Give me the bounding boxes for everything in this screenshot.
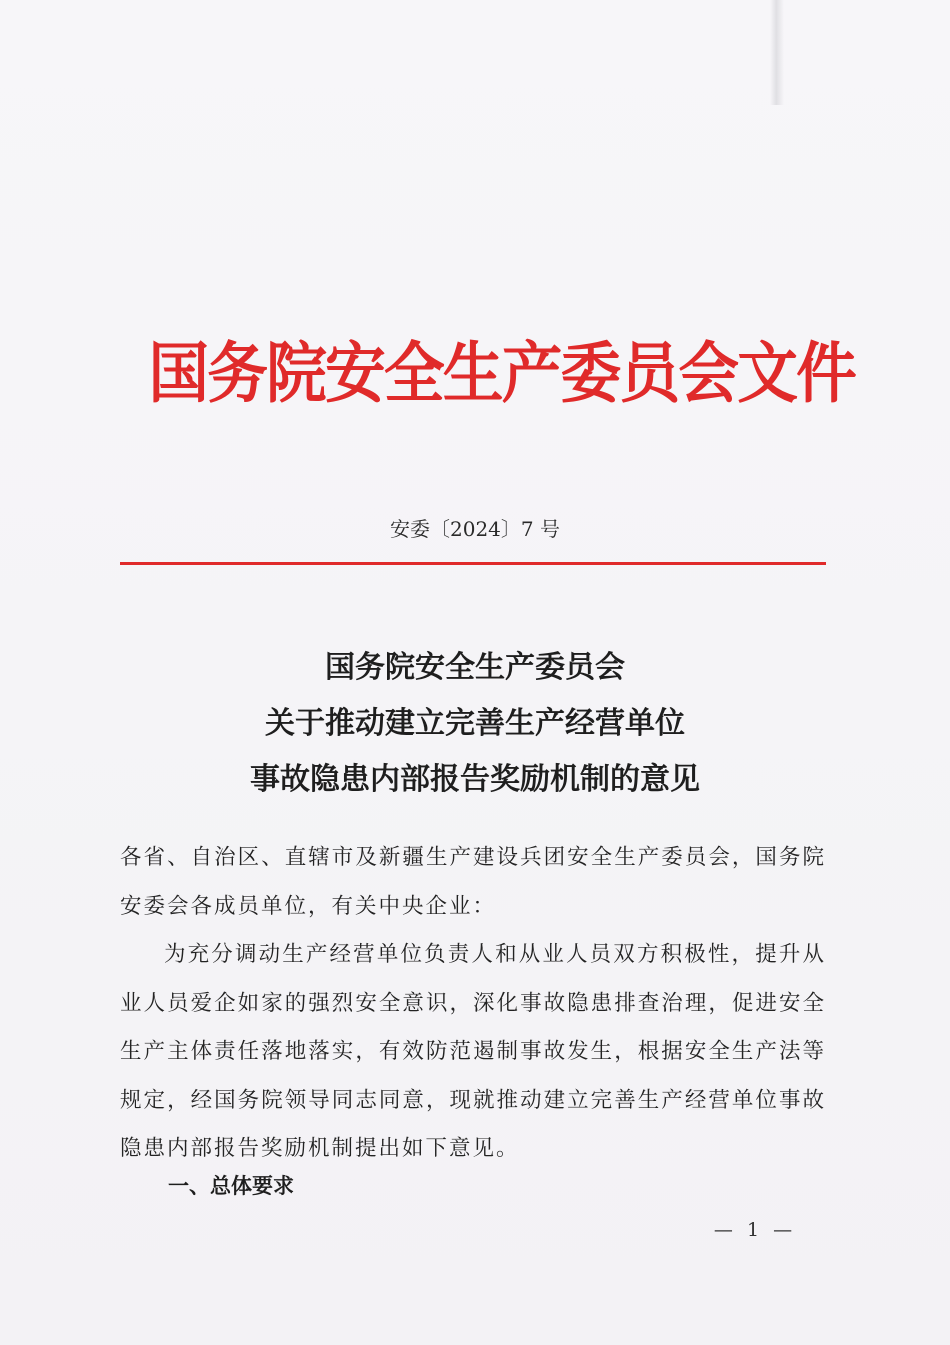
paper-fold-shadow xyxy=(770,0,784,105)
body-paragraph: 为充分调动生产经营单位负责人和从业人员双方积极性，提升从业人员爱企如家的强烈安全意识，深化事故隐患排查治理，促进安全生产主体责任落地落实，有效防范遏制事故发生，根据安全生产法等规定，经国务院领导同志同意，现就推动建立完善生产经营单位事故隐患内部报告奖励机制提出如下意见。 xyxy=(120,942,826,1161)
document-number: 安委〔2024〕7 号 xyxy=(390,517,560,541)
document-title-line: 事故隐患内部报告奖励机制的意见 xyxy=(250,762,700,797)
page-number: — 1 — xyxy=(713,1219,797,1241)
red-divider-line xyxy=(120,562,826,565)
section-heading: 一、总体要求 xyxy=(168,1174,294,1198)
salutation: 各省、自治区、直辖市及新疆生产建设兵团安全生产委员会，国务院安委会各成员单位，有关中央企业： xyxy=(120,845,826,919)
document-title-line: 国务院安全生产委员会 xyxy=(325,650,625,685)
document-title-line: 关于推动建立完善生产经营单位 xyxy=(265,706,685,741)
document-title xyxy=(120,640,830,808)
issuing-authority-header: 国务院安全生产委员会文件 xyxy=(148,334,855,412)
document-body xyxy=(120,834,826,1174)
